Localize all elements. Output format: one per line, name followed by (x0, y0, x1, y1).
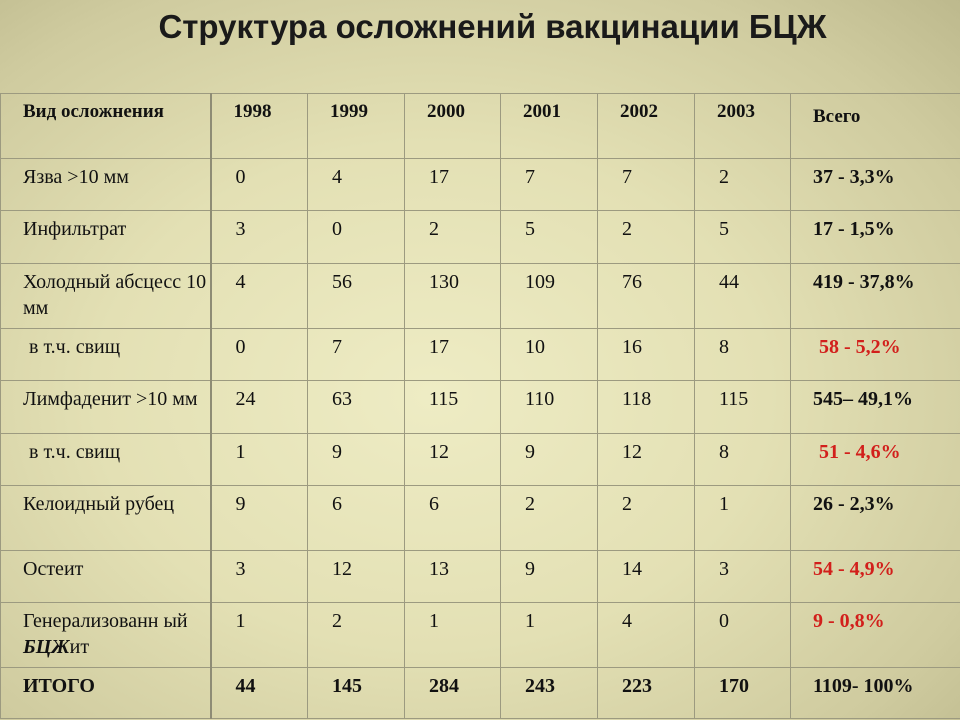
value-cell: 7 (598, 159, 695, 211)
value-cell: 7 (308, 329, 405, 381)
complications-table (0, 93, 960, 719)
header-cell: Вид осложнения (1, 94, 211, 159)
total-cell: 26 - 2,3% (791, 486, 960, 551)
value-cell: 2 (308, 603, 405, 668)
row-label-part: ит (69, 636, 90, 658)
total-value-cell: 145 (308, 668, 405, 719)
value-cell: 63 (308, 381, 405, 434)
value-cell: 115 (695, 381, 791, 434)
total-cell: 9 - 0,8% (791, 603, 960, 668)
table-row (1, 603, 960, 668)
table-row (1, 211, 960, 264)
value-cell: 12 (308, 551, 405, 603)
row-label: Келоидный рубец (1, 486, 211, 551)
value-cell: 5 (501, 211, 598, 264)
total-value-cell: 223 (598, 668, 695, 719)
value-cell: 8 (695, 329, 791, 381)
total-value-cell: 170 (695, 668, 791, 719)
total-cell: 419 - 37,8% (791, 264, 960, 329)
row-label: Лимфаденит >10 мм (1, 381, 211, 434)
row-label: Холодный абсцесс 10 мм (1, 264, 211, 329)
value-cell: 8 (695, 434, 791, 486)
value-cell: 9 (211, 486, 308, 551)
grand-total-cell: 1109- 100% (791, 668, 960, 719)
total-row-label: ИТОГО (1, 668, 211, 719)
table-row (1, 264, 960, 329)
header-cell: 2002 (598, 94, 695, 159)
value-cell: 44 (695, 264, 791, 329)
value-cell: 17 (405, 159, 501, 211)
value-cell: 17 (405, 329, 501, 381)
value-cell: 12 (598, 434, 695, 486)
value-cell: 2 (405, 211, 501, 264)
total-cell: 51 - 4,6% (791, 434, 960, 486)
table-row (1, 434, 960, 486)
value-cell: 130 (405, 264, 501, 329)
value-cell: 2 (695, 159, 791, 211)
value-cell: 56 (308, 264, 405, 329)
value-cell: 1 (211, 434, 308, 486)
total-value-cell: 44 (211, 668, 308, 719)
value-cell: 24 (211, 381, 308, 434)
header-row (1, 94, 960, 159)
value-cell: 2 (598, 211, 695, 264)
header-cell: Всего (791, 94, 960, 159)
value-cell: 3 (211, 211, 308, 264)
value-cell: 4 (598, 603, 695, 668)
value-cell: 2 (501, 486, 598, 551)
table-row (1, 381, 960, 434)
value-cell: 1 (405, 603, 501, 668)
value-cell: 9 (501, 434, 598, 486)
value-cell: 0 (211, 159, 308, 211)
total-cell: 545– 49,1% (791, 381, 960, 434)
value-cell: 118 (598, 381, 695, 434)
value-cell: 6 (308, 486, 405, 551)
value-cell: 1 (211, 603, 308, 668)
value-cell: 1 (695, 486, 791, 551)
row-label: Язва >10 мм (1, 159, 211, 211)
total-cell: 37 - 3,3% (791, 159, 960, 211)
value-cell: 1 (501, 603, 598, 668)
value-cell: 4 (211, 264, 308, 329)
header-cell: 1999 (308, 94, 405, 159)
row-label: в т.ч. свищ (1, 434, 211, 486)
table-row (1, 551, 960, 603)
value-cell: 2 (598, 486, 695, 551)
value-cell: 13 (405, 551, 501, 603)
row-label: Остеит (1, 551, 211, 603)
value-cell: 9 (501, 551, 598, 603)
value-cell: 9 (308, 434, 405, 486)
total-value-cell: 243 (501, 668, 598, 719)
row-label-part: Генерализованн ый (23, 610, 188, 632)
value-cell: 109 (501, 264, 598, 329)
header-cell: 1998 (211, 94, 308, 159)
value-cell: 14 (598, 551, 695, 603)
total-cell: 58 - 5,2% (791, 329, 960, 381)
value-cell: 76 (598, 264, 695, 329)
total-cell: 17 - 1,5% (791, 211, 960, 264)
value-cell: 0 (695, 603, 791, 668)
value-cell: 115 (405, 381, 501, 434)
total-cell: 54 - 4,9% (791, 551, 960, 603)
value-cell: 0 (308, 211, 405, 264)
header-cell: 2000 (405, 94, 501, 159)
header-cell: 2003 (695, 94, 791, 159)
row-label-part: БЦЖ (23, 636, 70, 658)
value-cell: 6 (405, 486, 501, 551)
header-cell: 2001 (501, 94, 598, 159)
slide-title: Структура осложнений вакцинации БЦЖ (158, 8, 827, 45)
value-cell: 0 (211, 329, 308, 381)
table-row (1, 159, 960, 211)
total-value-cell: 284 (405, 668, 501, 719)
table-row (1, 486, 960, 551)
row-label (1, 603, 211, 668)
row-label: Инфильтрат (1, 211, 211, 264)
table-row (1, 329, 960, 381)
value-cell: 3 (211, 551, 308, 603)
value-cell: 12 (405, 434, 501, 486)
total-row (1, 668, 960, 719)
value-cell: 5 (695, 211, 791, 264)
row-label: в т.ч. свищ (1, 329, 211, 381)
value-cell: 7 (501, 159, 598, 211)
value-cell: 3 (695, 551, 791, 603)
value-cell: 16 (598, 329, 695, 381)
value-cell: 110 (501, 381, 598, 434)
value-cell: 10 (501, 329, 598, 381)
value-cell: 4 (308, 159, 405, 211)
